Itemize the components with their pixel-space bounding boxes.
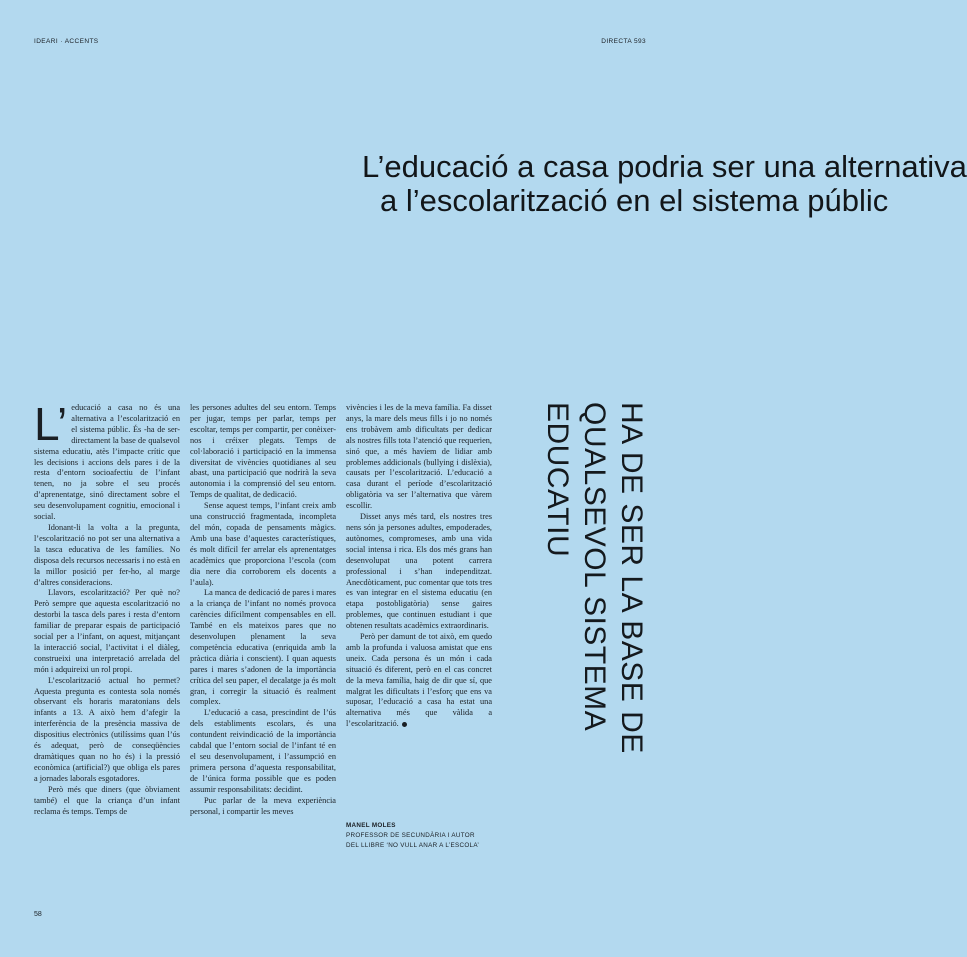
author-credit	[346, 821, 479, 851]
author-role-2: DEL LLIBRE ‘NO VULL ANAR A L’ESCOLA’	[346, 842, 480, 849]
section-label: IDEARI · ACCENTS	[34, 38, 99, 45]
paragraph: Disset anys més tard, els nostres tres nens són ja persones adultes, empoderades, autònomes, compromeses, amb una vida social intensa i rica. Els dos més grans han desenvolupat una potent carrera professional i s’han independitzat. Anecdòticament, puc comentar que tots tres es van integrar en el sistema educatiu (en etapa postobligatòria) sense gaires problemes, que continuen estudiant i que obtenen resultats acadèmics extraordinaris.	[346, 512, 492, 631]
paragraph: les persones adultes del seu entorn. Temps per jugar, temps per parlar, temps per escoltar, temps per compartir, per conèixer-nos i créixer plegats. Temps de col·laboració i participació en la immensa diversitat de vivències quotidianes al seu abast, una participació que nodrirà la seva autonomia i la comprensió del seu entorn. Temps de qualitat, de dedicació.	[190, 403, 336, 500]
paragraph: La manca de dedicació de pares i mares a la criança de l’infant no només provoca carències difícilment compensables en ell. També en els mateixos pares que no desenvolupen plenament la seva competència educativa (enriquida amb la pràctica diària i conscient). I quan aquests pares i mares s’adonen de la importància crítica del seu paper, el decalatge ja és molt gran, i corregir la situació és realment complex.	[190, 588, 336, 707]
paragraph-text: Però per damunt de tot això, em quedo amb la profunda i valuosa amistat que ens uneix. Cada persona és un món i cada situació és diferent, però en el cas concret de la meva família, haig de dir que sí, que malgrat les dificultats i l’esforç que ens va suposar, l’educació a casa ha estat una alternativa més que vàlida a l’escolarització.	[346, 632, 492, 729]
vertical-heading	[540, 402, 650, 802]
body-column-3	[346, 403, 492, 730]
drop-cap: L’	[34, 398, 68, 450]
paragraph: Sense aquest temps, l’infant creix amb una construcció fragmentada, incompleta del món, copada de pensaments màgics. Amb una base d’aquestes característiques, és molt difícil fer arrelar els aprenentatges acadèmics que proporciona l’escola (com dia nere dia corroborem els docents a l’aula).	[190, 501, 336, 587]
paragraph: L’educació a casa, prescindint de l’ús dels establiments escolars, és una contundent reivindicació de la importància cabdal que l’entorn social de l’infant té en el seu desenvolupament, i l’assumpció en primera persona d’aquesta responsabilitat, de l’única forma possible que es poden assumir responsabilitats: decidint.	[190, 708, 336, 794]
paragraph	[346, 632, 492, 730]
author-role-1: PROFESSOR DE SECUNDÀRIA I AUTOR	[346, 832, 475, 839]
vertical-heading-line-1: HA DE SER LA BASE DE	[615, 402, 648, 754]
paragraph: Idonant-li la volta a la pregunta, l’escolarització no pot ser una alternativa a la tasca educativa de les famílies. No disposa dels recursos necessaris i no està en la millor posició per fer-ho, al marge d’altres consideracions.	[34, 522, 180, 587]
paragraph: Puc parlar de la meva experiència personal, i compartir les meves	[190, 795, 336, 816]
end-mark-icon	[402, 722, 407, 727]
publication-label: DIRECTA 593	[601, 38, 646, 45]
paragraph: Però més que diners (que òbviament també) el que la criança d’un infant reclama és temps. Temps de	[34, 784, 180, 816]
vertical-heading-line-3: EDUCATIU	[541, 402, 574, 558]
title-line-2: a l’escolarització en el sistema públic	[380, 183, 889, 218]
page-number: 58	[34, 911, 42, 918]
vertical-heading-line-2: QUALSEVOL SISTEMA	[578, 402, 611, 732]
author-name: MANEL MOLES	[346, 822, 396, 829]
paragraph: L’escolarització actual ho permet? Aquesta pregunta es contesta sola només observant els horaris maratonians dels infants a 13. A això hem d’afegir la interferència de la presència massiva de dispositius electrònics (utilíssims quan l’ús és adequat, però de conseqüències dramàtiques quan no ho és) i la pressió econòmica (artificial?) que obliga els pares a jornades laborals esgotadores.	[34, 675, 180, 783]
paragraph-text: educació a casa no és una alternativa a l’escolarització en el sistema públic. És -ha de ser- directament la base de qualsevol sistema educatiu, atès l’impacte crític que les decisions i accions dels pares i de la resta d’entorn socioafectiu de l’infant tenen, no ja sobre el seu procés d’aprenentatge, sinó directament sobre el seu desenvolupament cognitiu, emocional i social.	[34, 403, 180, 522]
article-title	[300, 149, 967, 218]
body-column-2	[190, 403, 336, 817]
paragraph	[34, 398, 180, 523]
paragraph: vivències i les de la meva família. Fa disset anys, la mare dels meus fills i jo no només ens trobàvem amb dificultats per dedicar als nostres fills tota l’atenció que requerien, sinó que, a més havíem de lidiar amb problemes addicionals (bullying i dislèxia), causats per l’escolarització. L’educació a casa durant el període d’escolarització obligatòria va ser l’alternativa que vàrem escollir.	[346, 403, 492, 511]
paragraph: Llavors, escolarització? Per què no? Però sempre que aquesta escolarització no destorbi la tasca dels pares i resta d’entorn familiar de preparar espais de participació social per a l’infant, on aquest, mitjançant la interacció social, l’activitat i el diàleg, construeixi una interpretació arrelada del món i adquireixi un rol propi.	[34, 588, 180, 674]
title-line-1: L’educació a casa podria ser una alternativa	[362, 149, 967, 184]
body-column-1	[34, 398, 180, 817]
